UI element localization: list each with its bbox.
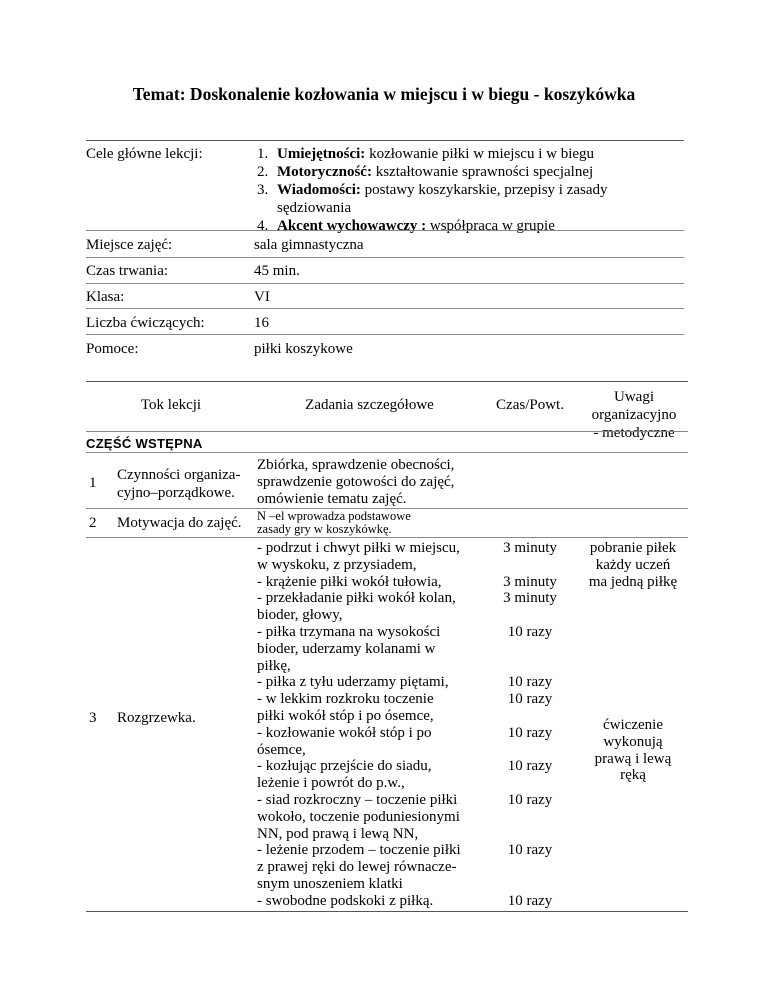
task-line: - piłka z tyłu uderzamy piętami,	[257, 674, 449, 691]
row-reps	[492, 540, 568, 910]
task-line: - leżenie przodem – toczenie piłki	[257, 842, 461, 859]
info-value: piłki koszykowe	[254, 341, 353, 357]
row-note: pobranie piłek każdy uczeń ma jedną piłkę	[588, 540, 678, 590]
task-line: NN, pod prawą i lewą NN,	[257, 825, 419, 842]
row-number: 1	[89, 475, 97, 491]
task-line: ósemce,	[257, 741, 306, 758]
task-line: snym unoszeniem klatki	[257, 875, 403, 892]
task-line: - swobodne podskoki z piłką.	[257, 892, 434, 909]
divider	[86, 911, 688, 912]
task-line: piłkę,	[257, 657, 291, 674]
task-line: leżenie i powrót do p.w.,	[257, 775, 405, 792]
task-line: - kozłowanie wokół stóp i po	[257, 724, 432, 741]
goal-item: 3. Wiadomości: postawy koszykarskie, przepisy i zasady sędziowania	[257, 182, 608, 216]
goals-label: Cele główne lekcji:	[86, 146, 203, 162]
divider	[86, 230, 684, 231]
row-name: Czynności organiza- cyjno–porządkowe.	[117, 467, 241, 501]
rep-line	[492, 658, 568, 675]
task-line: z prawej ręki do lewej równacze-	[257, 859, 457, 876]
rep-line: 10 razy	[507, 791, 553, 808]
task-line: - w lekkim rozkroku toczenie	[257, 691, 434, 708]
rep-line	[492, 607, 568, 624]
task-line: bioder, głowy,	[257, 607, 343, 624]
task-line: w wyskoku, z przysiadem,	[257, 556, 417, 573]
rep-line: 10 razy	[507, 842, 553, 859]
section-title: CZĘŚĆ WSTĘPNA	[86, 436, 203, 451]
rep-line	[492, 557, 568, 574]
divider	[86, 283, 684, 284]
info-label: Miejsce zajęć:	[86, 237, 173, 253]
divider	[86, 381, 688, 382]
rep-line: 10 razy	[507, 691, 553, 708]
row-number: 2	[89, 515, 97, 531]
task-line: - przekładanie piłki wokół kolan,	[257, 590, 456, 607]
rep-line	[492, 826, 568, 843]
row-tasks: Zbiórka, sprawdzenie obecności, sprawdzenie gotowości do zajęć, omówienie tematu zajęć.	[257, 457, 455, 507]
divider	[86, 257, 684, 258]
divider	[86, 140, 684, 141]
task-line: - podrzut i chwyt piłki w miejscu,	[257, 540, 460, 556]
divider	[86, 308, 684, 309]
goal-item: 1. Umiejętności: kozłowanie piłki w miejscu i w biegu	[257, 146, 595, 162]
rep-line	[492, 742, 568, 759]
row-name: Motywacja do zajęć.	[117, 515, 242, 531]
rep-line	[492, 859, 568, 876]
header-uwagi: Uwagi organizacyjno - metodyczne	[591, 389, 677, 441]
header-zadania: Zadania szczegółowe	[305, 397, 434, 413]
rep-line	[492, 809, 568, 826]
rep-line: 10 razy	[507, 758, 553, 775]
rep-line	[492, 775, 568, 792]
rep-line: 10 razy	[507, 674, 553, 691]
task-line: piłki wokół stóp i po ósemce,	[257, 707, 434, 724]
rep-line	[492, 876, 568, 893]
header-tok: Tok lekcji	[140, 397, 202, 413]
info-label: Pomoce:	[86, 341, 139, 357]
rep-line: 3 minuty	[503, 573, 557, 590]
row-name: Rozgrzewka.	[117, 710, 196, 726]
task-line: - piłka trzymana na wysokości	[257, 623, 441, 640]
task-line: wokoło, toczenie poduniesionymi	[257, 808, 460, 825]
row-tasks	[257, 540, 482, 910]
rep-line	[492, 708, 568, 725]
task-line: - krążenie piłki wokół tułowia,	[257, 573, 442, 590]
info-label: Klasa:	[86, 289, 125, 305]
divider	[86, 334, 684, 335]
rep-line	[492, 641, 568, 658]
info-value: 45 min.	[254, 263, 300, 279]
info-value: VI	[254, 289, 270, 305]
goal-item: 2. Motoryczność: kształtowanie sprawności specjalnej	[257, 164, 594, 180]
info-value: 16	[254, 315, 269, 331]
divider	[86, 537, 688, 538]
row-number: 3	[89, 710, 97, 726]
divider	[86, 431, 688, 432]
rep-line: 10 razy	[507, 724, 553, 741]
row-note: ćwiczenie wykonują prawą i lewą ręką	[594, 717, 672, 784]
task-line: bioder, uderzamy kolanami w	[257, 640, 436, 657]
info-label: Czas trwania:	[86, 263, 169, 279]
goals-list	[247, 145, 687, 235]
row-tasks: N –el wprowadza podstawowe zasady gry w koszykówkę.	[257, 509, 411, 536]
rep-line: 10 razy	[507, 892, 553, 909]
task-line: - siad rozkroczny – toczenie piłki	[257, 791, 458, 808]
header-czas: Czas/Powt.	[496, 397, 564, 413]
rep-line: 3 minuty	[503, 590, 557, 607]
info-value: sala gimnastyczna	[254, 237, 364, 253]
divider	[86, 452, 688, 453]
goal-item: 4. Akcent wychowawczy : współpraca w grupie	[257, 218, 555, 234]
rep-line: 10 razy	[507, 623, 553, 640]
task-line: - kozłując przejście do siadu,	[257, 758, 432, 775]
info-label: Liczba ćwiczących:	[86, 315, 205, 331]
page-title: Temat: Doskonalenie kozłowania w miejscu i w biegu - koszykówka	[132, 84, 636, 104]
rep-line: 3 minuty	[503, 540, 557, 556]
